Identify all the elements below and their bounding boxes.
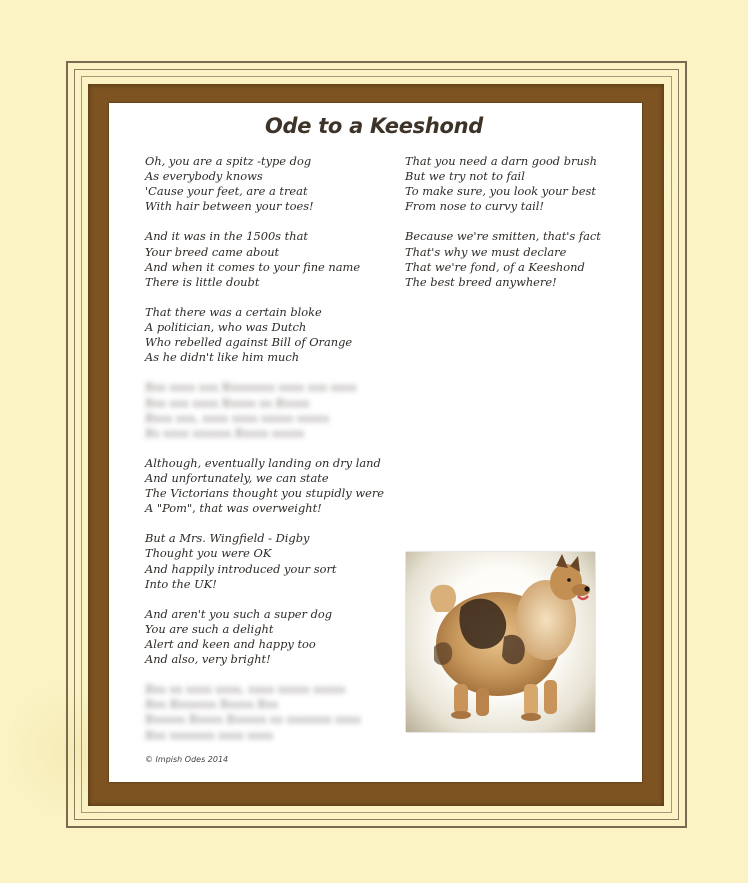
stanza-7 xyxy=(405,154,615,214)
stanza-3 xyxy=(145,305,385,365)
poem-line: That's why we must declare xyxy=(405,244,567,259)
poem-line: Alert and keen and happy too xyxy=(145,637,316,651)
poem-line: And aren't you such a super dog xyxy=(145,606,333,621)
stanza-6 xyxy=(145,607,385,667)
poem-title: Ode to a Keeshond xyxy=(264,114,484,138)
poem-line: 'Cause your feet, are a treat xyxy=(145,184,308,199)
poem-line: Into the UK! xyxy=(145,576,217,591)
poem-line: That you need a darn good brush xyxy=(405,154,597,168)
poem-line: Because we're smitten, that's fact xyxy=(405,229,601,244)
stanza-1 xyxy=(145,154,385,214)
poem-line: Your breed came about xyxy=(145,244,280,259)
poem-line: The best breed anywhere! xyxy=(405,274,557,289)
poem-left-column xyxy=(145,154,385,758)
poem-line: That we're fond, of a Keeshond xyxy=(405,259,585,274)
stanza-5 xyxy=(145,531,385,591)
poem-line: A politician, who was Dutch xyxy=(145,320,307,335)
dog-icon xyxy=(406,552,595,732)
poem-line: That there was a certain bloke xyxy=(145,304,322,319)
poem-line: Thought you were OK xyxy=(145,546,272,561)
stanza-4 xyxy=(145,456,385,516)
poem-right-column xyxy=(405,154,615,305)
stanza-8 xyxy=(405,229,615,289)
keeshond-photo xyxy=(406,552,595,732)
poem-line: And unfortunately, we can state xyxy=(145,470,329,485)
poem-line: The Victorians thought you stupidly were xyxy=(145,486,385,501)
poem-line: But we try not to fail xyxy=(405,169,525,184)
poem-line: As he didn't like him much xyxy=(145,350,300,365)
poem-line: With hair between your toes! xyxy=(145,199,314,214)
blurred-stanza: Xxx xxxx xxx Xxxxxxxx xxxx xxx xxxx Xxx xxx xxxx Xxxxx xx Xxxxx Xxxx xxx, xxxx xxxx xxxxx xxxxx Xx xxxx xxxxxx Xxxxx xxxxx xyxy=(145,380,357,440)
poem-line: And when it comes to your fine name xyxy=(145,259,361,274)
poem-line: Oh, you are a spitz -type dog xyxy=(145,154,312,168)
poem-line: There is little doubt xyxy=(145,274,260,289)
poem-line: But a Mrs. Wingfield - Digby xyxy=(145,531,310,546)
poem-line: And it was in the 1500s that xyxy=(145,229,308,244)
blurred-stanza: Xxx xx xxxx xxxx, xxxx xxxxx xxxxx Xxx Xxxxxxx Xxxxx Xxx Xxxxxx Xxxxx Xxxxxx xx xxxxxxx xxxx Xxx xxxxxxx xxxx xxxx xyxy=(145,682,361,742)
poem-line: As everybody knows xyxy=(145,169,263,184)
poem-line: To make sure, you look your best xyxy=(405,184,596,199)
poem-line: And happily introduced your sort xyxy=(145,561,337,576)
poem-line: You are such a delight xyxy=(145,621,274,636)
poem-line: From nose to curvy tail! xyxy=(405,199,544,214)
poem-line: Although, eventually landing on dry land xyxy=(145,455,381,470)
copyright-notice: © Impish Odes 2014 xyxy=(145,755,229,764)
stanza-2 xyxy=(145,229,385,289)
poem-line: A "Pom", that was overweight! xyxy=(145,501,322,516)
poem-line: And also, very bright! xyxy=(145,652,271,667)
poem-line: Who rebelled against Bill of Orange xyxy=(145,335,353,350)
